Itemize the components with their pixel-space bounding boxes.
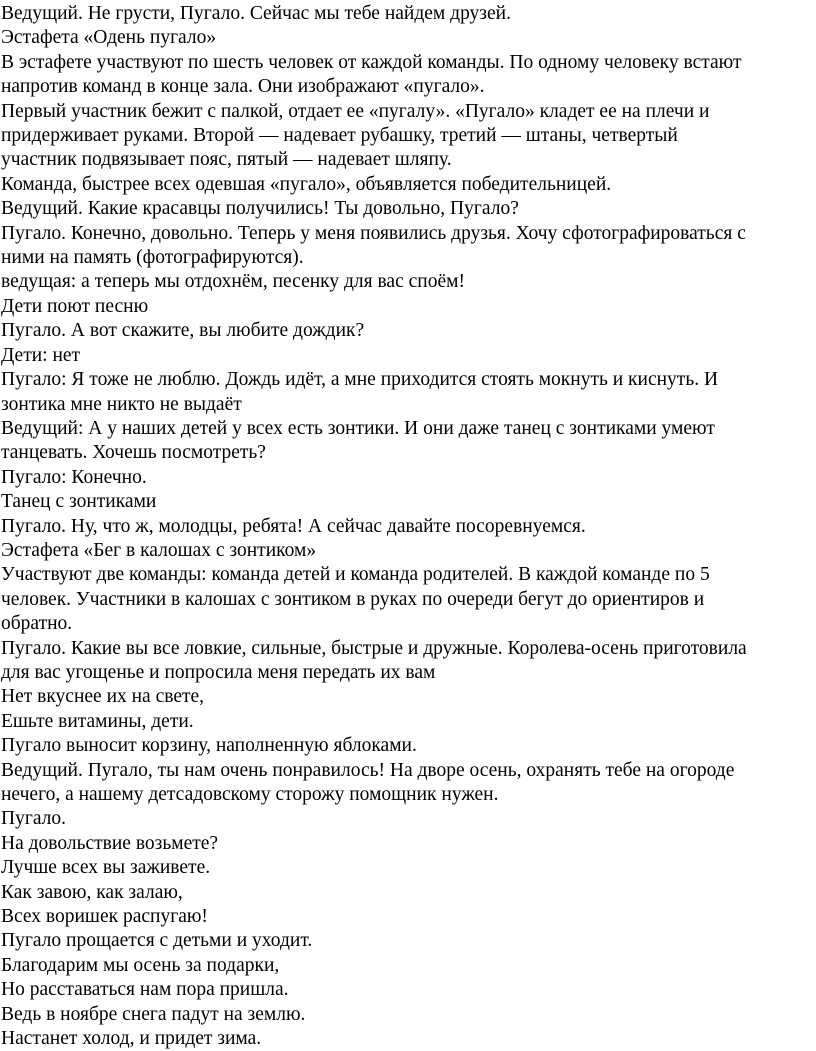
text-line: Ведущий. Пугало, ты нам очень понравилось! На дворе осень, охранять тебе на огороде	[1, 759, 735, 781]
text-line: Пугало.	[1, 808, 67, 830]
text-line: Танец с зонтиками	[1, 491, 157, 513]
text-line: Эстафета «Бег в калошах с зонтиком»	[1, 539, 317, 561]
text-line: Ведущий: А у наших детей у всех есть зонтики. И они даже танец с зонтиками умеют	[1, 417, 715, 439]
text-line: Ведь в ноябре снега падут на землю.	[1, 1003, 306, 1025]
text-line: Пугало: Я тоже не люблю. Дождь идёт, а мне приходится стоять мокнуть и киснуть. И	[1, 369, 719, 391]
text-line: ними на память (фотографируются).	[1, 247, 304, 269]
text-line: Первый участник бежит с палкой, отдает ее «пугалу». «Пугало» кладет ее на плечи и	[1, 100, 710, 122]
text-line: Пугало. Какие вы все ловкие, сильные, быстрые и дружные. Королева-осень приготовила	[1, 637, 747, 659]
text-line: нечего, а нашему детсадовскому сторожу помощник нужен.	[1, 784, 499, 805]
text-line: Пугало выносит корзину, наполненную яблоками.	[1, 735, 417, 757]
text-line: Пугало. Ну, что ж, молодцы, ребята! А сейчас давайте посоревнуемся.	[1, 515, 586, 537]
text-line: Пугало. Конечно, довольно. Теперь у меня появились друзья. Хочу сфотографироваться с	[1, 222, 746, 244]
text-line: напротив команд в конце зала. Они изображают «пугало».	[1, 76, 485, 98]
text-line: зонтика мне никто не выдаёт	[1, 393, 242, 415]
text-line: На довольствие возьмете?	[1, 832, 219, 854]
text-line: Ешьте витамины, дети.	[1, 710, 194, 732]
text-line: Как завою, как залаю,	[1, 881, 183, 903]
text-line: Благодарим мы осень за подарки,	[1, 954, 280, 976]
text-line: обратно.	[1, 613, 73, 635]
text-line: Всех воришек распугаю!	[1, 906, 208, 928]
text-line: Настанет холод, и придет зима.	[1, 1028, 262, 1050]
text-line: человек. Участники в калошах с зонтиком в руках по очереди бегут до ориентиров и	[1, 588, 705, 610]
text-line: Участвуют две команды: команда детей и команда родителей. В каждой команде по 5	[1, 564, 710, 586]
text-line: Пугало прощается с детьми и уходит.	[1, 930, 313, 952]
text-line: Команда, быстрее всех одевшая «пугало», объявляется победительницей.	[1, 173, 612, 195]
text-line: Но расставаться нам пора пришла.	[1, 979, 289, 1001]
text-line: танцевать. Хочешь посмотреть?	[1, 442, 266, 464]
text-line: участник подвязывает пояс, пятый — надевает шляпу.	[1, 149, 452, 171]
text-line: Дети: нет	[1, 344, 81, 366]
text-line: Ведущий. Не грусти, Пугало. Сейчас мы тебе найдем друзей.	[1, 3, 511, 24]
text-line: Эстафета «Одень пугало»	[1, 27, 217, 49]
text-line: Пугало. А вот скажите, вы любите дождик?	[1, 320, 365, 342]
text-line: ведущая: а теперь мы отдохнём, песенку для вас споём!	[1, 271, 465, 293]
text-line: для вас угощенье и попросила меня передать их вам	[1, 661, 436, 683]
text-line: Лучше всех вы заживете.	[1, 857, 211, 879]
text-line: Ведущий. Какие красавцы получились! Ты довольно, Пугало?	[1, 198, 519, 220]
text-line: Дети поют песню	[1, 295, 149, 317]
text-line: Пугало: Конечно.	[1, 466, 147, 488]
text-line: придерживает руками. Второй — надевает рубашку, третий — штаны, четвертый	[1, 125, 678, 147]
text-line: В эстафете участвуют по шесть человек от каждой команды. По одному человеку встают	[1, 51, 742, 73]
text-line: Нет вкуснее их на свете,	[1, 686, 205, 708]
